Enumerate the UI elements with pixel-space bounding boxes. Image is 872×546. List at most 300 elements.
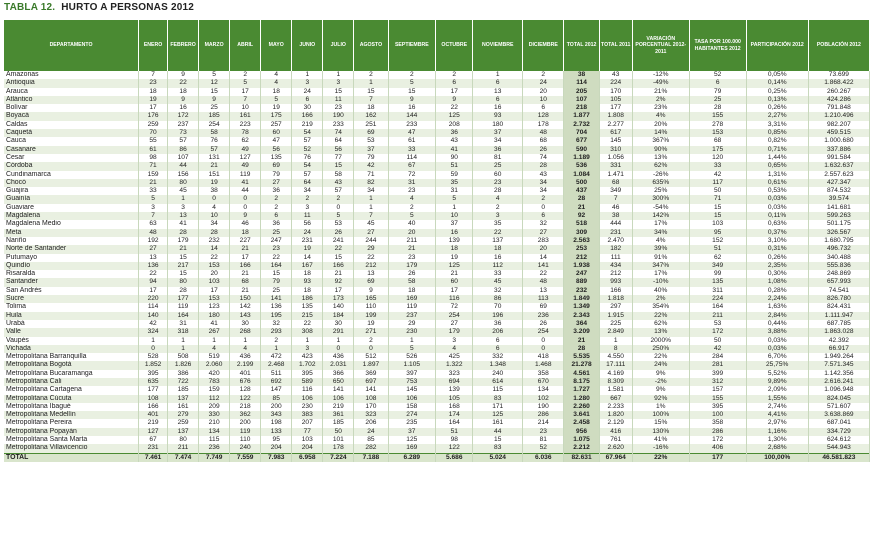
- value-cell: 28: [523, 162, 564, 170]
- value-cell: 1.852: [139, 361, 168, 369]
- value-cell: 74: [323, 129, 354, 137]
- value-cell: 54: [292, 162, 323, 170]
- table-row: [4, 278, 870, 286]
- table-row: [4, 320, 870, 328]
- value-cell: 38: [199, 187, 230, 195]
- value-cell: 153: [689, 129, 746, 137]
- value-cell: 136: [139, 262, 168, 270]
- total-value-cell: 6.958: [292, 453, 323, 462]
- value-cell: 28: [199, 229, 230, 237]
- value-cell: 164: [261, 262, 292, 270]
- value-cell: 86: [168, 146, 199, 154]
- value-cell: 2.031: [323, 361, 354, 369]
- value-cell: 58: [388, 278, 436, 286]
- value-cell: 1: [436, 204, 473, 212]
- table-row: [4, 370, 870, 378]
- value-cell: 250%: [632, 345, 689, 353]
- value-cell: 35: [436, 179, 473, 187]
- value-cell: 90%: [632, 146, 689, 154]
- value-cell: 21: [436, 270, 473, 278]
- value-cell: 4: [230, 345, 261, 353]
- value-cell: 137: [168, 428, 199, 436]
- value-cell: 27: [436, 320, 473, 328]
- table-row: [4, 112, 870, 120]
- value-cell: 11: [292, 212, 323, 220]
- value-cell: 3,88%: [746, 328, 808, 336]
- value-cell: 23: [261, 245, 292, 253]
- total-value-cell: 6.289: [388, 453, 436, 462]
- table-row: [4, 229, 870, 237]
- value-cell: 0,44%: [746, 320, 808, 328]
- value-cell: 6: [473, 345, 523, 353]
- value-cell: 2.620: [599, 444, 632, 453]
- value-cell: 5: [388, 79, 436, 87]
- value-cell: 31: [436, 187, 473, 195]
- value-cell: 70: [473, 303, 523, 311]
- value-cell: 244: [354, 237, 388, 245]
- value-cell: 635: [139, 378, 168, 386]
- value-cell: 220: [139, 295, 168, 303]
- value-cell: 34: [523, 179, 564, 187]
- value-cell: 105: [436, 395, 473, 403]
- value-cell: 395: [139, 370, 168, 378]
- value-cell: 231: [599, 229, 632, 237]
- column-header: TOTAL 2012: [564, 20, 599, 71]
- table-row: [4, 403, 870, 411]
- value-cell: 16: [473, 104, 523, 112]
- value-cell: 159: [199, 386, 230, 394]
- value-cell: 364: [564, 320, 599, 328]
- value-cell: 2000%: [632, 337, 689, 345]
- table-row: [4, 254, 870, 262]
- value-cell: 251: [354, 121, 388, 129]
- value-cell: 74: [523, 154, 564, 162]
- value-cell: 0,05%: [746, 71, 808, 79]
- value-cell: 42: [689, 345, 746, 353]
- value-cell: 208: [436, 121, 473, 129]
- value-cell: 15: [473, 436, 523, 444]
- value-cell: 268: [230, 328, 261, 336]
- value-cell: 212: [599, 270, 632, 278]
- value-cell: 283: [523, 237, 564, 245]
- value-cell: 5: [261, 96, 292, 104]
- value-cell: 0: [323, 204, 354, 212]
- value-cell: 247: [564, 270, 599, 278]
- value-cell: 147: [261, 386, 292, 394]
- value-cell: 397: [388, 370, 436, 378]
- value-cell: 15: [323, 254, 354, 262]
- value-cell: 25: [199, 104, 230, 112]
- value-cell: 30: [292, 104, 323, 112]
- value-cell: 0,53%: [746, 187, 808, 195]
- value-cell: 3: [473, 212, 523, 220]
- value-cell: 119: [168, 303, 199, 311]
- value-cell: 43: [436, 137, 473, 145]
- value-cell: 83: [473, 395, 523, 403]
- value-cell: 25: [689, 96, 746, 104]
- value-cell: 155: [689, 395, 746, 403]
- value-cell: 4: [436, 345, 473, 353]
- value-cell: 512: [354, 353, 388, 361]
- value-cell: 26: [323, 229, 354, 237]
- table-row: [4, 88, 870, 96]
- table-row: [4, 345, 870, 353]
- value-cell: 0,03%: [746, 337, 808, 345]
- department-cell: Metropolitana Cúcuta: [4, 395, 139, 403]
- value-cell: 54: [292, 129, 323, 137]
- value-cell: 427.347: [808, 179, 869, 187]
- value-cell: 16: [168, 104, 199, 112]
- value-cell: 141.681: [808, 204, 869, 212]
- value-cell: 51: [689, 245, 746, 253]
- value-cell: -10%: [632, 278, 689, 286]
- value-cell: 137: [473, 237, 523, 245]
- value-cell: 347%: [632, 262, 689, 270]
- value-cell: 107: [168, 154, 199, 162]
- value-cell: 21: [230, 287, 261, 295]
- value-cell: 43: [599, 71, 632, 79]
- value-cell: 1.471: [599, 171, 632, 179]
- department-cell: Bolívar: [4, 104, 139, 112]
- column-header: VARIACIÓN PORCENTUAL 2012-2011: [632, 20, 689, 71]
- value-cell: 3: [436, 337, 473, 345]
- value-cell: 143: [230, 312, 261, 320]
- value-cell: 2,24%: [746, 295, 808, 303]
- table-row: [4, 237, 870, 245]
- value-cell: 37: [354, 146, 388, 154]
- table-row: [4, 270, 870, 278]
- value-cell: 254: [523, 328, 564, 336]
- value-cell: 2.260: [564, 403, 599, 411]
- value-cell: 100: [689, 411, 746, 419]
- value-cell: 76: [199, 137, 230, 145]
- value-cell: 1.915: [599, 312, 632, 320]
- value-cell: 6: [473, 96, 523, 104]
- value-cell: 401: [139, 411, 168, 419]
- value-cell: 95: [261, 436, 292, 444]
- column-header: DEPARTAMENTO: [4, 20, 139, 71]
- value-cell: 13: [523, 287, 564, 295]
- value-cell: 15: [168, 254, 199, 262]
- value-cell: 38: [599, 212, 632, 220]
- value-cell: 205: [564, 88, 599, 96]
- total-value-cell: 177: [689, 453, 746, 462]
- value-cell: 0,31%: [746, 245, 808, 253]
- value-cell: 1: [323, 71, 354, 79]
- value-cell: 27: [261, 179, 292, 187]
- value-cell: 38: [564, 71, 599, 79]
- department-cell: San Andrés: [4, 287, 139, 295]
- value-cell: 2: [261, 337, 292, 345]
- value-cell: 18: [388, 287, 436, 295]
- value-cell: 1: [354, 204, 388, 212]
- value-cell: 117: [689, 179, 746, 187]
- value-cell: 144: [388, 112, 436, 120]
- value-cell: 102: [523, 395, 564, 403]
- department-cell: Metropolitana Cali: [4, 378, 139, 386]
- value-cell: 2.129: [599, 419, 632, 427]
- value-cell: 783: [199, 378, 230, 386]
- table-row: [4, 171, 870, 179]
- value-cell: 1.105: [388, 361, 436, 369]
- value-cell: 171: [473, 403, 523, 411]
- value-cell: 26: [388, 270, 436, 278]
- value-cell: 153: [199, 295, 230, 303]
- value-cell: 33: [473, 270, 523, 278]
- value-cell: 69: [354, 129, 388, 137]
- value-cell: 50: [689, 337, 746, 345]
- value-cell: 42: [354, 162, 388, 170]
- value-cell: 36: [473, 146, 523, 154]
- value-cell: 1.056: [599, 154, 632, 162]
- value-cell: 80: [168, 436, 199, 444]
- value-cell: 100%: [632, 411, 689, 419]
- department-cell: Magdalena Medio: [4, 220, 139, 228]
- column-header: TOTAL 2011: [599, 20, 632, 71]
- value-cell: 41: [230, 179, 261, 187]
- table-row: [4, 146, 870, 154]
- value-cell: 2: [261, 204, 292, 212]
- value-cell: 6: [473, 337, 523, 345]
- value-cell: 23: [473, 179, 523, 187]
- value-cell: 77: [323, 154, 354, 162]
- value-cell: 236: [523, 312, 564, 320]
- value-cell: 362: [230, 411, 261, 419]
- value-cell: 15: [323, 88, 354, 96]
- value-cell: 142%: [632, 212, 689, 220]
- value-cell: 135: [689, 278, 746, 286]
- value-cell: 179: [168, 237, 199, 245]
- value-cell: 195: [261, 312, 292, 320]
- value-cell: 1.142.356: [808, 370, 869, 378]
- value-cell: 6: [261, 212, 292, 220]
- value-cell: 9: [168, 71, 199, 79]
- value-cell: 3.209: [564, 328, 599, 336]
- value-cell: 19: [292, 245, 323, 253]
- value-cell: 0,26%: [746, 104, 808, 112]
- value-cell: 57: [292, 171, 323, 179]
- table-row: [4, 378, 870, 386]
- value-cell: 42.392: [808, 337, 869, 345]
- value-cell: 508: [168, 353, 199, 361]
- value-cell: 437: [564, 187, 599, 195]
- value-cell: 2,27%: [746, 112, 808, 120]
- value-cell: 180: [473, 121, 523, 129]
- value-cell: 687.785: [808, 320, 869, 328]
- department-cell: Guajira: [4, 187, 139, 195]
- value-cell: 2,68%: [746, 444, 808, 453]
- value-cell: 175: [261, 112, 292, 120]
- value-cell: 130%: [632, 428, 689, 436]
- value-cell: 64: [323, 137, 354, 145]
- value-cell: 0,61%: [746, 179, 808, 187]
- value-cell: 436: [323, 353, 354, 361]
- value-cell: 1: [388, 337, 436, 345]
- value-cell: 39.574: [808, 195, 869, 203]
- value-cell: 215: [292, 312, 323, 320]
- value-cell: 112: [473, 262, 523, 270]
- value-cell: 6: [292, 96, 323, 104]
- value-cell: 217: [168, 262, 199, 270]
- value-cell: 1: [292, 337, 323, 345]
- value-cell: 1.210.496: [808, 112, 869, 120]
- value-cell: 4: [473, 195, 523, 203]
- value-cell: 98: [139, 154, 168, 162]
- value-cell: 71: [139, 162, 168, 170]
- value-cell: 248.869: [808, 270, 869, 278]
- value-cell: 956: [564, 428, 599, 436]
- value-cell: 224: [689, 295, 746, 303]
- value-cell: 166: [230, 262, 261, 270]
- value-cell: 687.041: [808, 419, 869, 427]
- value-cell: 395: [292, 370, 323, 378]
- value-cell: 10: [523, 96, 564, 104]
- value-cell: 25: [261, 229, 292, 237]
- table-row: [4, 395, 870, 403]
- value-cell: 0: [230, 204, 261, 212]
- value-cell: 1.863.028: [808, 328, 869, 336]
- value-cell: 223: [230, 121, 261, 129]
- value-cell: 128: [523, 112, 564, 120]
- value-cell: 300%: [632, 195, 689, 203]
- value-cell: 21: [139, 179, 168, 187]
- value-cell: 22%: [632, 312, 689, 320]
- value-cell: 46: [230, 220, 261, 228]
- department-cell: Metropolitana Bogotá: [4, 361, 139, 369]
- value-cell: 657.993: [808, 278, 869, 286]
- value-cell: 20: [523, 88, 564, 96]
- value-cell: 4%: [632, 237, 689, 245]
- value-cell: 1.000.680: [808, 137, 869, 145]
- value-cell: 207: [292, 419, 323, 427]
- value-cell: 23: [323, 104, 354, 112]
- value-cell: 326.567: [808, 229, 869, 237]
- department-cell: Vaupés: [4, 337, 139, 345]
- value-cell: 141: [523, 262, 564, 270]
- value-cell: 4: [388, 195, 436, 203]
- value-cell: 112: [199, 395, 230, 403]
- value-cell: 20: [523, 245, 564, 253]
- value-cell: 3: [292, 79, 323, 87]
- value-cell: 9%: [632, 386, 689, 394]
- value-cell: 0,30%: [746, 270, 808, 278]
- value-cell: 36: [473, 320, 523, 328]
- value-cell: 141: [354, 386, 388, 394]
- value-cell: 13: [139, 254, 168, 262]
- value-cell: 692: [261, 378, 292, 386]
- column-header: AGOSTO: [354, 20, 388, 71]
- value-cell: 98: [436, 436, 473, 444]
- value-cell: 0,03%: [746, 345, 808, 353]
- value-cell: 496.732: [808, 245, 869, 253]
- value-cell: 13: [354, 270, 388, 278]
- value-cell: 0,85%: [746, 129, 808, 137]
- value-cell: 401: [230, 370, 261, 378]
- value-cell: 52: [292, 146, 323, 154]
- value-cell: 22: [354, 254, 388, 262]
- value-cell: 28: [168, 287, 199, 295]
- value-cell: 0: [230, 195, 261, 203]
- value-cell: 9,89%: [746, 378, 808, 386]
- table-row: [4, 179, 870, 187]
- value-cell: 199: [354, 312, 388, 320]
- value-cell: 21: [564, 204, 599, 212]
- value-cell: 85: [354, 436, 388, 444]
- column-header: PARTICIPACIÓN 2012: [746, 20, 808, 71]
- value-cell: 2: [323, 195, 354, 203]
- value-cell: 92%: [632, 395, 689, 403]
- value-cell: 107: [564, 96, 599, 104]
- department-cell: Quindío: [4, 262, 139, 270]
- value-cell: 25: [261, 287, 292, 295]
- value-cell: 204: [261, 444, 292, 453]
- total-value-cell: 7.224: [323, 453, 354, 462]
- value-cell: 2,09%: [746, 386, 808, 394]
- value-cell: 76: [292, 154, 323, 162]
- department-cell: Metropolitana Ibagué: [4, 403, 139, 411]
- value-cell: 354%: [632, 303, 689, 311]
- table-row: [4, 121, 870, 129]
- value-cell: 51: [436, 428, 473, 436]
- value-cell: 62: [230, 137, 261, 145]
- value-cell: 15: [199, 88, 230, 96]
- value-cell: -54%: [632, 204, 689, 212]
- value-cell: 3: [292, 345, 323, 353]
- value-cell: 71: [689, 195, 746, 203]
- value-cell: 24: [523, 79, 564, 87]
- value-cell: 28: [564, 195, 599, 203]
- value-cell: 544.943: [808, 444, 869, 453]
- value-cell: 90: [436, 154, 473, 162]
- value-cell: 0,03%: [746, 204, 808, 212]
- department-cell: Córdoba: [4, 162, 139, 170]
- value-cell: 1.189: [564, 154, 599, 162]
- value-cell: 2.060: [199, 361, 230, 369]
- value-cell: 136: [261, 303, 292, 311]
- value-cell: 66.917: [808, 345, 869, 353]
- value-cell: 293: [261, 328, 292, 336]
- value-cell: 119: [230, 171, 261, 179]
- value-cell: 44: [168, 162, 199, 170]
- total-value-cell: 7.474: [168, 453, 199, 462]
- value-cell: 17%: [632, 220, 689, 228]
- value-cell: 172: [689, 328, 746, 336]
- value-cell: 253: [564, 245, 599, 253]
- total-value-cell: 5.024: [473, 453, 523, 462]
- value-cell: 123: [199, 303, 230, 311]
- value-cell: 2.563: [564, 237, 599, 245]
- value-cell: 185: [199, 112, 230, 120]
- value-cell: 122: [230, 395, 261, 403]
- value-cell: 27: [354, 229, 388, 237]
- value-cell: 1.849: [564, 295, 599, 303]
- table-row: [4, 71, 870, 79]
- value-cell: 318: [168, 328, 199, 336]
- value-cell: 110: [230, 436, 261, 444]
- value-cell: 340.488: [808, 254, 869, 262]
- value-cell: 2.468: [261, 361, 292, 369]
- value-cell: 101: [323, 436, 354, 444]
- value-cell: 184: [323, 312, 354, 320]
- value-cell: 70: [139, 129, 168, 137]
- value-cell: 358: [689, 419, 746, 427]
- value-cell: 120: [689, 154, 746, 162]
- value-cell: 174: [436, 411, 473, 419]
- value-cell: 25%: [632, 187, 689, 195]
- value-cell: 161: [473, 419, 523, 427]
- value-cell: 0: [199, 195, 230, 203]
- value-cell: 240: [230, 444, 261, 453]
